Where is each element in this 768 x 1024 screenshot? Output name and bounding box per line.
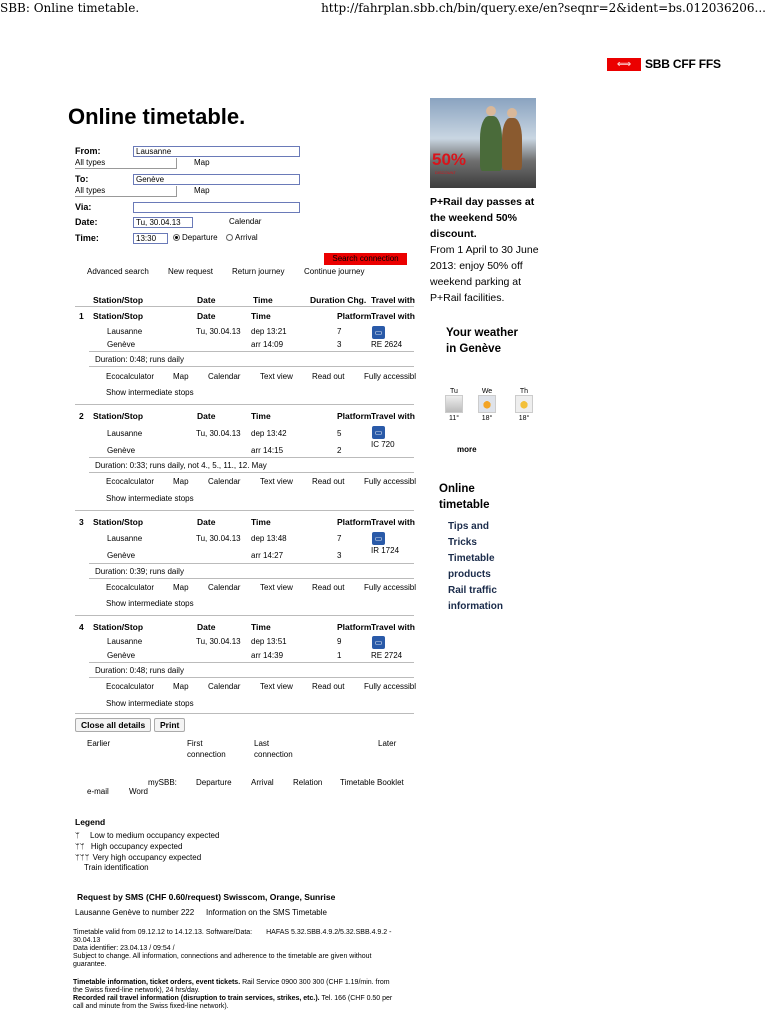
arrival-time: arr 14:27 (251, 551, 284, 560)
time-label: Time: (75, 233, 99, 243)
map-link[interactable]: Map (173, 477, 189, 486)
from-station[interactable]: Lausanne (107, 327, 143, 336)
continue-journey-link[interactable]: Continue journey (304, 267, 365, 276)
col-header-duration: Duration Chg. (310, 295, 367, 305)
promo-discount-sub: DISCOUNT (435, 170, 456, 175)
footer-valid: Timetable valid from 09.12.12 to 14.12.13. Software/Data: (73, 929, 253, 936)
duration-text: Duration: 0:48; runs daily (95, 666, 184, 675)
sms-info-link[interactable]: Information on the SMS Timetable (206, 908, 327, 917)
footer-recorded-text2: call and minute from the Swiss fixed-line network). (73, 1003, 229, 1010)
date-header: Date (197, 311, 216, 321)
duration-text: Duration: 0:33; runs daily, not 4., 5., 11., 12. May (95, 461, 267, 470)
ecocalculator-link[interactable]: Ecocalculator (106, 682, 155, 691)
train-icon[interactable]: ▭ (372, 326, 385, 339)
text-view-link[interactable]: Text view (260, 682, 293, 691)
calendar-link[interactable]: Calendar (229, 217, 262, 226)
legend-item-very-high-label: Very high occupancy expected (92, 853, 202, 862)
weather-title: Your weather in Genève (446, 327, 518, 355)
weather-day (476, 388, 498, 422)
from-station[interactable]: Lausanne (107, 429, 143, 438)
word-link[interactable]: Word (129, 787, 148, 796)
weather-temp: 11° (448, 415, 460, 422)
to-station[interactable]: Genève (107, 340, 136, 349)
departure-time: dep 13:21 (251, 327, 287, 336)
footer-validity-line (73, 929, 413, 937)
to-map-link[interactable]: Map (194, 186, 210, 195)
weather-day-label: Th (519, 388, 529, 395)
first-connection-line1: First (187, 739, 203, 748)
promo-text: From 1 April to 30 June 2013: enjoy 50% off weekend parking at P+Rail facilities. (430, 244, 539, 304)
departure-time: dep 13:51 (251, 637, 287, 646)
from-label: From: (75, 146, 101, 156)
calendar-link[interactable]: Calendar (208, 372, 241, 381)
show-stops-link[interactable]: Show intermediate stops (106, 699, 194, 708)
divider (89, 563, 414, 564)
arrival-time: arr 14:09 (251, 340, 284, 349)
time-input[interactable]: 13:30 (133, 233, 168, 244)
divider (89, 662, 414, 663)
divider (75, 306, 414, 307)
from-station[interactable]: Lausanne (107, 534, 143, 543)
close-all-details-button[interactable]: Close all details (75, 718, 151, 732)
platform-header: Platform (337, 311, 372, 321)
legend-item-high-label: High occupancy expected (90, 842, 183, 851)
date-label: Date: (75, 217, 98, 227)
promo-image[interactable] (430, 98, 536, 188)
arrival-platform: 1 (337, 651, 342, 660)
footer-software-version: HAFAS 5.32.SBB.4.9.2/5.32.SBB.4.9.2 - (266, 929, 392, 936)
divider (75, 713, 414, 714)
to-input[interactable]: Genève (133, 174, 300, 185)
occupancy-very-high-icon: ᛘᛘᛘ (75, 853, 90, 862)
promo-title[interactable]: P+Rail day passes at the weekend 50% discount. (430, 196, 535, 240)
arrival-platform: 3 (337, 340, 342, 349)
departure-platform: 7 (337, 327, 342, 336)
mysbb-booklet-link[interactable]: Timetable Booklet (340, 778, 404, 787)
sidebar-link-tips[interactable]: Tips and Tricks (448, 521, 489, 548)
mysbb-departure-link[interactable]: Departure (196, 778, 232, 787)
footer-tickets-text: Rail Service 0900 300 300 (CHF 1.19/min. from (240, 979, 390, 986)
footer-recorded-text: Tel. 166 (CHF 0.50 per (319, 995, 393, 1002)
read-out-link[interactable]: Read out (312, 372, 345, 381)
show-stops-link[interactable]: Show intermediate stops (106, 494, 194, 503)
weather-day-label: We (481, 388, 493, 395)
to-station[interactable]: Genève (107, 651, 136, 660)
mysbb-relation-link[interactable]: Relation (293, 778, 323, 787)
from-map-link[interactable]: Map (194, 158, 210, 167)
train-icon[interactable]: ▭ (372, 532, 385, 545)
radio-checked-icon (173, 234, 180, 241)
train-id[interactable]: IR 1724 (371, 546, 400, 555)
weather-day (443, 388, 465, 422)
calendar-link[interactable]: Calendar (208, 583, 241, 592)
departure-time: dep 13:48 (251, 534, 287, 543)
footer-disclaimer: Subject to change. All information, connections and adherence to the timetable are given without (73, 953, 372, 960)
train-id[interactable]: RE 2724 (371, 651, 403, 660)
connection-number: 1 (79, 311, 84, 321)
footer-recorded-line (73, 995, 413, 1003)
weather-strip (443, 388, 528, 432)
to-station[interactable]: Genève (107, 551, 136, 560)
promo-head-shape (507, 108, 517, 118)
sbb-logo[interactable] (607, 57, 721, 71)
departure-label: Departure (182, 233, 218, 242)
ecocalculator-link[interactable]: Ecocalculator (106, 477, 155, 486)
divider (89, 351, 414, 352)
advanced-search-link[interactable]: Advanced search (87, 267, 149, 276)
via-label: Via: (75, 202, 92, 212)
station-header: Station/Stop (93, 622, 144, 632)
divider (75, 404, 414, 405)
map-link[interactable]: Map (173, 372, 189, 381)
footer-tickets-line (73, 979, 413, 987)
departure-platform: 5 (337, 429, 342, 438)
occupancy-high-icon: ᛘᛘ (75, 842, 85, 851)
station-header: Station/Stop (93, 411, 144, 421)
calendar-link[interactable]: Calendar (208, 477, 241, 486)
show-stops-link[interactable]: Show intermediate stops (106, 388, 194, 397)
to-station[interactable]: Genève (107, 446, 136, 455)
train-icon[interactable]: ▭ (372, 426, 385, 439)
new-request-link[interactable]: New request (168, 267, 213, 276)
divider (75, 615, 414, 616)
duration-text: Duration: 0:48; runs daily (95, 355, 184, 364)
train-id[interactable]: RE 2624 (371, 340, 403, 349)
promo-person-shape (480, 116, 502, 171)
map-link[interactable]: Map (173, 682, 189, 691)
connection-number: 2 (79, 411, 84, 421)
legend-item-low (75, 831, 219, 840)
first-connection-link[interactable] (187, 739, 226, 759)
mysbb-label: mySBB: (148, 778, 177, 787)
show-stops-link[interactable]: Show intermediate stops (106, 599, 194, 608)
sun-cloud-icon (478, 395, 496, 413)
platform-header: Platform (337, 622, 372, 632)
last-connection-line1: Last (254, 739, 270, 748)
promo-head-shape (486, 106, 496, 116)
station-header: Station/Stop (93, 311, 144, 321)
email-link[interactable]: e-mail (87, 787, 109, 796)
legend-train-id: Train identification (84, 863, 149, 872)
read-out-link[interactable]: Read out (312, 583, 345, 592)
footer-tickets-title: Timetable information, ticket orders, event tickets. (73, 979, 241, 986)
text-view-link[interactable]: Text view (260, 583, 293, 592)
train-icon[interactable]: ▭ (372, 636, 385, 649)
from-type-select[interactable]: All types (75, 158, 177, 169)
sidebar-link-traffic[interactable]: Rail traffic information (448, 585, 503, 612)
station-header: Station/Stop (93, 517, 144, 527)
from-input[interactable]: Lausanne (133, 146, 300, 157)
search-connection-button[interactable]: Search connection (324, 253, 407, 265)
divider (89, 578, 414, 579)
travel-header: Travel with (371, 517, 415, 527)
fully-accessible-link[interactable]: Fully accessibl (364, 682, 417, 691)
departure-time: dep 13:42 (251, 429, 287, 438)
promo-discount-badge: 50% (432, 150, 467, 169)
date-header: Date (197, 411, 216, 421)
arrival-time: arr 14:15 (251, 446, 284, 455)
arrival-platform: 3 (337, 551, 342, 560)
departure-platform: 9 (337, 637, 342, 646)
occupancy-low-icon: ᛘ (75, 831, 80, 840)
date-header: Date (197, 622, 216, 632)
earlier-link[interactable]: Earlier (87, 739, 111, 748)
departure-radio[interactable] (173, 233, 218, 242)
read-out-link[interactable]: Read out (312, 477, 345, 486)
travel-date: Tu, 30.04.13 (196, 534, 241, 543)
time-header: Time (251, 411, 271, 421)
mysbb-arrival-link[interactable]: Arrival (251, 778, 274, 787)
print-page-url: http://fahrplan.sbb.ch/bin/query.exe/en?seqnr=2&ident=bs.012036206... (321, 1, 766, 15)
to-label: To: (75, 174, 89, 184)
divider (89, 677, 414, 678)
fully-accessible-link[interactable]: Fully accessibl (364, 372, 417, 381)
ecocalculator-link[interactable]: Ecocalculator (106, 583, 155, 592)
to-type-select[interactable]: All types (75, 186, 177, 197)
arrival-platform: 2 (337, 446, 342, 455)
sms-title: Request by SMS (CHF 0.60/request) Swisscom, Orange, Sunrise (77, 892, 336, 902)
departure-platform: 7 (337, 534, 342, 543)
sidebar-link-products[interactable]: Timetable products (448, 553, 495, 580)
weather-day (513, 388, 535, 422)
connection-number: 4 (79, 622, 84, 632)
text-view-link[interactable]: Text view (260, 372, 293, 381)
col-header-time: Time (253, 295, 273, 305)
footer-guarantee: guarantee. (73, 961, 107, 968)
divider (89, 472, 414, 473)
platform-header: Platform (337, 517, 372, 527)
travel-date: Tu, 30.04.13 (196, 637, 241, 646)
platform-header: Platform (337, 411, 372, 421)
print-button[interactable]: Print (154, 718, 185, 732)
travel-date: Tu, 30.04.13 (196, 327, 241, 336)
first-connection-line2: connection (187, 750, 226, 759)
duration-text: Duration: 0:39; runs daily (95, 567, 184, 576)
read-out-link[interactable]: Read out (312, 682, 345, 691)
last-connection-link[interactable] (254, 739, 293, 759)
travel-header: Travel with (371, 311, 415, 321)
page-title: Online timetable. (68, 104, 246, 129)
date-header: Date (197, 517, 216, 527)
arrival-radio[interactable] (226, 233, 258, 242)
weather-more-link[interactable]: more (457, 445, 477, 454)
fully-accessible-link[interactable]: Fully accessibl (364, 583, 417, 592)
time-header: Time (251, 622, 271, 632)
promo-person-shape (502, 118, 522, 170)
time-header: Time (251, 517, 271, 527)
divider (75, 510, 414, 511)
map-link[interactable]: Map (173, 583, 189, 592)
calendar-link[interactable]: Calendar (208, 682, 241, 691)
legend-item-very-high (75, 853, 201, 862)
footer-tickets-text2: the Swiss fixed-line network), 24 hrs/day. (73, 987, 200, 994)
fully-accessible-link[interactable]: Fully accessibl (364, 477, 417, 486)
footer-data-identifier: Data identifier: 23.04.13 / 09:54 / (73, 945, 175, 952)
later-link[interactable]: Later (378, 739, 397, 748)
return-journey-link[interactable]: Return journey (232, 267, 285, 276)
arrival-time: arr 14:39 (251, 651, 284, 660)
col-header-travel: Travel with (371, 295, 415, 305)
sun-icon (515, 395, 533, 413)
travel-header: Travel with (371, 622, 415, 632)
travel-date: Tu, 30.04.13 (196, 429, 241, 438)
weather-day-label: Tu (450, 388, 458, 395)
sbb-logo-text: SBB CFF FFS (645, 57, 721, 71)
print-page-title: SBB: Online timetable. (0, 1, 140, 15)
radio-unchecked-icon (226, 234, 233, 241)
ecocalculator-link[interactable]: Ecocalculator (106, 372, 155, 381)
via-input[interactable] (133, 202, 300, 213)
train-id[interactable]: IC 720 (371, 440, 395, 449)
legend-item-low-label: Low to medium occupancy expected (90, 831, 220, 840)
col-header-station: Station/Stop (93, 295, 144, 305)
col-header-date: Date (197, 295, 216, 305)
last-connection-line2: connection (254, 750, 293, 759)
divider (89, 457, 414, 458)
connection-number: 3 (79, 517, 84, 527)
legend-title: Legend (75, 817, 106, 827)
from-station[interactable]: Lausanne (107, 637, 143, 646)
sbb-logo-mark-icon: ⟺ (607, 58, 641, 71)
cloud-icon (445, 395, 463, 413)
legend-item-high (75, 842, 182, 851)
travel-header: Travel with (371, 411, 415, 421)
weather-temp: 18° (518, 415, 530, 422)
divider (89, 366, 414, 367)
date-input[interactable]: Tu, 30.04.13 (133, 217, 193, 228)
footer-date: 30.04.13 (73, 937, 101, 944)
footer-fine-print (73, 929, 413, 1011)
arrival-label: Arrival (235, 233, 258, 242)
time-header: Time (251, 311, 271, 321)
sms-instruction: Lausanne Genève to number 222 (75, 908, 195, 917)
footer-recorded-title: Recorded rail travel information (disruption to train services, strikes, etc.). (73, 995, 320, 1002)
online-timetable-heading: Online timetable (439, 483, 490, 511)
weather-temp: 18° (481, 415, 493, 422)
text-view-link[interactable]: Text view (260, 477, 293, 486)
